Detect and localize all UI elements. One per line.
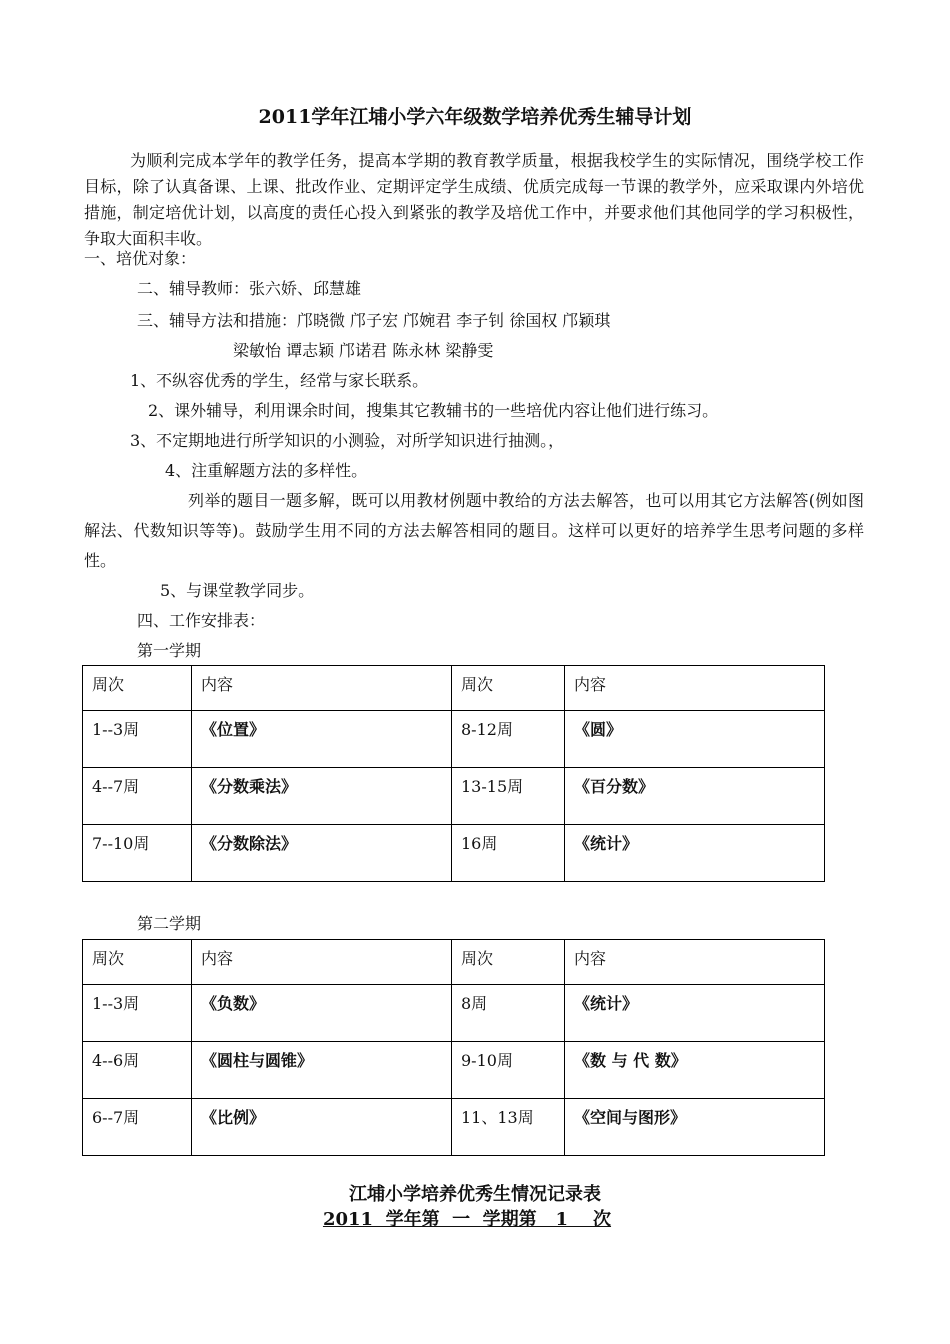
header-week: 周次 <box>452 666 565 711</box>
cell-content: 《比例》 <box>192 1099 452 1156</box>
cell-week: 16周 <box>452 825 565 882</box>
section-schedule: 四、工作安排表： <box>137 611 266 630</box>
record-table-subtitle: 2011 学年第 一 学期第 1 次 <box>322 1209 612 1230</box>
record-table-title: 江埔小学培养优秀生情况记录表 <box>349 1184 601 1205</box>
term2-label: 第二学期 <box>137 914 202 933</box>
cell-content: 《分数乘法》 <box>192 768 452 825</box>
cell-week: 9-10周 <box>452 1042 565 1099</box>
header-week: 周次 <box>452 940 565 985</box>
cell-week: 7--10周 <box>83 825 192 882</box>
header-content: 内容 <box>192 940 452 985</box>
method-item-3: 3、不定期地进行所学知识的小测验，对所学知识进行抽测。， <box>130 431 565 450</box>
header-content: 内容 <box>192 666 452 711</box>
header-content: 内容 <box>565 666 825 711</box>
cell-week: 6--7周 <box>83 1099 192 1156</box>
method-item-1: 1、不纵容优秀的学生，经常与家长联系。 <box>130 371 429 390</box>
section-targets: 一、培优对象： <box>84 249 197 268</box>
table-row <box>83 1099 825 1156</box>
cell-content: 《空间与图形》 <box>565 1099 825 1156</box>
header-week: 周次 <box>83 666 192 711</box>
table-row <box>83 825 825 882</box>
method-paragraph: 列举的题目一题多解，既可以用教材例题中教给的方法去解答，也可以用其它方法解答(例如图解法、代数知识等等)。鼓励学生用不同的方法去解答相同的题目。这样可以更好的培养学生思考问题的多样性。 <box>84 491 864 570</box>
header-content: 内容 <box>565 940 825 985</box>
cell-week: 4--7周 <box>83 768 192 825</box>
term1-label: 第一学期 <box>137 641 202 660</box>
cell-week: 8-12周 <box>452 711 565 768</box>
term2-schedule-table <box>82 939 825 1156</box>
section-teachers: 二、辅导教师：张六娇、邱慧雄 <box>137 279 362 298</box>
cell-week: 8周 <box>452 985 565 1042</box>
table-header-row <box>83 666 825 711</box>
table-row <box>83 768 825 825</box>
cell-content: 《统计》 <box>565 825 825 882</box>
cell-content: 《位置》 <box>192 711 452 768</box>
cell-content: 《百分数》 <box>565 768 825 825</box>
table-row <box>83 985 825 1042</box>
cell-week: 11、13周 <box>452 1099 565 1156</box>
cell-content: 《数 与 代 数》 <box>565 1042 825 1099</box>
method-item-4: 4、注重解题方法的多样性。 <box>165 461 368 480</box>
cell-content: 《分数除法》 <box>192 825 452 882</box>
cell-content: 《圆柱与圆锥》 <box>192 1042 452 1099</box>
method-item-5: 5、与课堂教学同步。 <box>160 581 315 600</box>
header-week: 周次 <box>83 940 192 985</box>
table-row <box>83 1042 825 1099</box>
cell-week: 1--3周 <box>83 985 192 1042</box>
cell-content: 《负数》 <box>192 985 452 1042</box>
page-title: 2011学年江埔小学六年级数学培养优秀生辅导计划 <box>258 106 692 128</box>
cell-content: 《统计》 <box>565 985 825 1042</box>
table-row <box>83 711 825 768</box>
term1-schedule-table <box>82 665 825 882</box>
table-header-row <box>83 940 825 985</box>
section-methods: 三、辅导方法和措施：邝晓微 邝子宏 邝婉君 李子钊 徐国权 邝颖琪 <box>137 311 611 330</box>
section-methods-students: 梁敏怡 谭志颖 邝诺君 陈永林 梁静雯 <box>233 341 494 360</box>
cell-week: 1--3周 <box>83 711 192 768</box>
method-item-2: 2、课外辅导，利用课余时间，搜集其它教辅书的一些培优内容让他们进行练习。 <box>148 401 719 420</box>
intro-paragraph: 为顺利完成本学年的教学任务，提高本学期的教育教学质量，根据我校学生的实际情况，围绕学校工作目标，除了认真备课、上课、批改作业、定期评定学生成绩、优质完成每一节课的教学外，应采取课内外培优措施，制定培优计划，以高度的责任心投入到紧张的教学及培优工作中，并要求他们其他同学的学习积极性，争取大面积丰收。 <box>84 151 864 248</box>
cell-content: 《圆》 <box>565 711 825 768</box>
cell-week: 4--6周 <box>83 1042 192 1099</box>
cell-week: 13-15周 <box>452 768 565 825</box>
